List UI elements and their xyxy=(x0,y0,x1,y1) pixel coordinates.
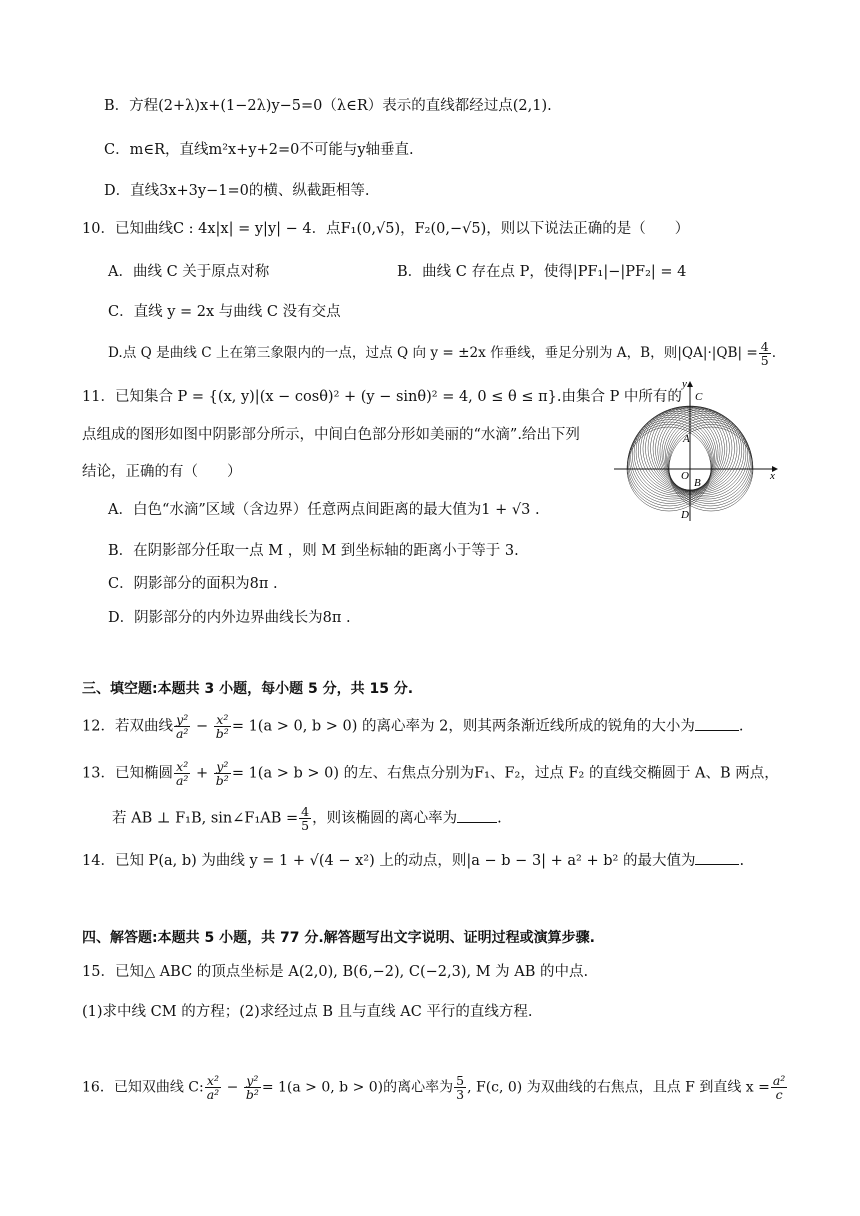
q16: 16．已知双曲线 C: $\frac{\text{x²}}{\text{a²}}$ − $\frac{\text{y²}}{\text{b²}}$ = 1(a > 0, b > 0)的离心率为 $\frac{5}{3}$ , F(c, 0) 为双曲线的右焦点，且点 F 到直线 x = $\frac{\text{a²}}{c}$ xyxy=(82,1073,786,1102)
q13-line1: 13．已知椭圆 $\frac{\text{x²}}{\text{a²}}$ + $\frac{\text{y²}}{\text{b²}}$ = 1(a > b > 0) 的左、右焦点分别为F₁、F₂，过点 F₂ 的直线交椭圆于 A、B 两点， xyxy=(82,759,779,788)
q16-fraction-1: $\frac{\text{x²}}{\text{a²}}$ xyxy=(206,1073,220,1102)
q12-fraction-1: $\frac{\text{y²}}{\text{a²}}$ xyxy=(175,712,189,741)
q9-option-c: C．m∈R，直线m²x+y+2=0不可能与y轴垂直. xyxy=(104,142,414,158)
point-d-label: D xyxy=(681,509,689,521)
q15-line2: (1)求中线 CM 的方程；(2)求经过点 B 且与直线 AC 平行的直线方程. xyxy=(82,1004,533,1020)
q13-fraction-1: $\frac{\text{x²}}{\text{a²}}$ xyxy=(175,759,189,788)
q10-option-c: C．直线 y = 2x 与曲线 C 没有交点 xyxy=(108,304,341,320)
q14-answer-blank[interactable] xyxy=(695,850,739,865)
q13-sine-fraction: $\frac{4}{5}$ xyxy=(301,804,310,833)
q12-answer-blank[interactable] xyxy=(695,716,739,731)
q11-stem-line2: 点组成的图形如图中阴影部分所示，中间白色部分形如美丽的“水滴”.给出下列 xyxy=(82,427,580,443)
point-a-label: A xyxy=(683,433,690,445)
water-drop-figure xyxy=(612,375,788,523)
q9-option-b: B．方程(2+λ)x+(1−2λ)y−5=0（λ∈R）表示的直线都经过点(2,1). xyxy=(104,98,552,114)
y-axis-label: y xyxy=(682,378,687,390)
y-axis-arrow xyxy=(687,381,693,387)
q9-option-d: D．直线3x+3y−1=0的横、纵截距相等. xyxy=(104,183,370,199)
q16-directrix-fraction: $\frac{\text{a²}}{c}$ xyxy=(772,1073,786,1102)
q11-stem-line3: 结论，正确的有（ ） xyxy=(82,464,242,480)
point-c-label: C xyxy=(695,391,703,403)
q12-fraction-2: $\frac{\text{x²}}{\text{b²}}$ xyxy=(215,712,229,741)
q14: 14．已知 P(a, b) 为曲线 y = 1 + √(4 − x²) 上的动点，则|a − b − 3| + a² + b² 的最大值为 . xyxy=(82,850,744,871)
q13-fraction-2: $\frac{\text{y²}}{\text{b²}}$ xyxy=(215,759,229,788)
q12: 12．若双曲线 $\frac{\text{y²}}{\text{a²}}$ − $\frac{\text{x²}}{\text{b²}}$ = 1(a > 0, b > 0) 的离心率为 2，则其两条渐近线所成的锐角的大小为 . xyxy=(82,712,744,741)
q10-option-d-fraction: $\frac{4}{5}$ xyxy=(760,339,769,368)
point-o-label: O xyxy=(681,470,689,482)
q10-option-d-text: D.点 Q 是曲线 C 上在第三象限内的一点，过点 Q 向 y = ±2x 作垂线，垂足分别为 A，B，则|QA|·|QB| = xyxy=(108,345,758,361)
q10-option-d: D.点 Q 是曲线 C 上在第三象限内的一点，过点 Q 向 y = ±2x 作垂线，垂足分别为 A，B，则|QA|·|QB| = $\frac{4}{5}$ . xyxy=(108,339,777,368)
q16-fraction-2: $\frac{\text{y²}}{\text{b²}}$ xyxy=(245,1073,259,1102)
q11-stem-line1: 11．已知集合 P = {(x, y)|(x − cosθ)² + (y − sinθ)² = 4, 0 ≤ θ ≤ π}.由集合 P 中所有的 xyxy=(82,389,682,405)
q11-option-d: D．阴影部分的内外边界曲线长为8π . xyxy=(108,610,351,626)
q10-option-b: B．曲线 C 存在点 P，使得|PF₁|−|PF₂| = 4 xyxy=(397,264,687,280)
x-axis-label: x xyxy=(770,470,775,482)
q16-eccentricity-fraction: $\frac{5}{3}$ xyxy=(456,1073,465,1102)
q13-answer-blank[interactable] xyxy=(457,808,497,823)
section-4-title: 四、解答题:本题共 5 小题，共 77 分.解答题写出文字说明、证明过程或演算步骤. xyxy=(82,930,595,946)
q11-option-b: B．在阴影部分任取一点 M ，则 M 到坐标轴的距离小于等于 3. xyxy=(108,543,519,559)
q10-stem: 10．已知曲线C : 4x|x| = y|y| − 4．点F₁(0,√5)，F₂(0,−√5)，则以下说法正确的是（ ） xyxy=(82,221,690,237)
water-drop-svg xyxy=(612,375,788,523)
section-3-title: 三、填空题:本题共 3 小题，每小题 5 分，共 15 分. xyxy=(82,681,414,697)
q11-option-c: C．阴影部分的面积为8π . xyxy=(108,576,278,592)
q10-option-a: A．曲线 C 关于原点对称 xyxy=(108,264,270,280)
q11-option-a: A．白色“水滴”区域（含边界）任意两点间距离的最大值为1 + √3 . xyxy=(108,502,540,518)
q15-line1: 15．已知△ ABC 的顶点坐标是 A(2,0), B(6,−2), C(−2,3), M 为 AB 的中点. xyxy=(82,964,589,980)
point-b-label: B xyxy=(694,477,701,489)
q13-line2: 若 AB ⊥ F₁B, sin∠F₁AB = $\frac{4}{5}$ ，则该椭圆的离心率为 . xyxy=(112,804,502,833)
